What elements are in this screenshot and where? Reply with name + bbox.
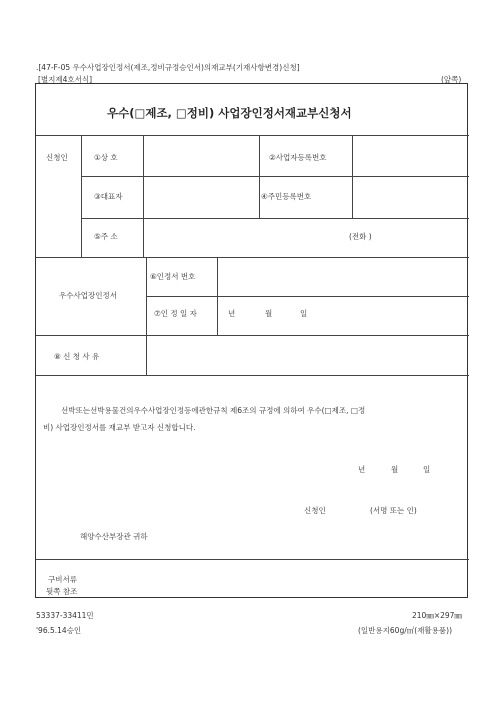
statement-line-1: 선박또는선박용물건의우수사업장인정등에관한규칙 제6조의 규정에 의하여 우수(□제조, □정 [61,406,366,415]
address-label: ⑤주 소 [94,232,118,241]
applicant-sign-label: 신청인 [304,506,326,515]
paper-size: 210㎜×297㎜ [412,611,462,620]
cert-date-day: 일 [300,309,308,318]
divider [146,335,147,375]
documents-note: 뒷쪽 참조 [46,587,78,596]
divider [81,176,469,177]
cert-date-label: ⑦인 정 일 자 [154,309,197,318]
divider [36,375,469,376]
applicant-section-label: 신청인 [46,153,68,162]
certificate-section-label: 우수사업장인정서 [59,291,117,300]
statement-line-2: 비) 사업장인정서를 재교부 받고자 신청합니다. [43,423,196,432]
name-label: ①상 호 [94,153,118,162]
divider [143,135,144,257]
side-label: (앞쪽) [441,75,462,84]
sign-note: (서명 또는 인) [370,506,417,515]
signed-month: 월 [391,465,399,474]
divider [36,335,469,336]
doc-number: 53337-33411민 [36,611,94,620]
biz-reg-no-label: ②사업자등록번호 [269,153,327,162]
documents-label: 구비서류 [48,575,77,584]
phone-label: (전화 ) [349,232,372,241]
divider [81,218,469,219]
form-title: 우수(□제조, □정비) 사업장인정서재교부신청서 [107,106,352,120]
application-form [35,83,468,598]
representative-label: ③대표자 [94,192,123,201]
cert-date-year: 년 [228,309,236,318]
reason-label: ⑧ 신 청 사 유 [54,352,100,361]
divider [36,559,469,560]
signed-year: 년 [358,465,366,474]
divider [146,296,469,297]
approval-date: '96.5.14승인 [36,626,82,635]
cert-date-month: 월 [265,309,273,318]
divider [36,135,469,136]
divider [81,135,82,257]
recipient: 해양수산부장관 귀하 [80,532,148,541]
resident-no-label: ④주민등록번호 [261,192,312,201]
form-code: .[47-F-05 우수사업장인정서(제조,정비규정승인서)의재교부(기재사항변경)신청] [36,63,300,72]
cert-no-label: ⑥인정서 번호 [150,272,196,281]
annex-label: [별지제4호서식] [38,75,93,84]
paper-type: (일반용지60g/㎡(재활용품)) [358,626,452,635]
divider [36,257,469,258]
signed-day: 일 [423,465,431,474]
